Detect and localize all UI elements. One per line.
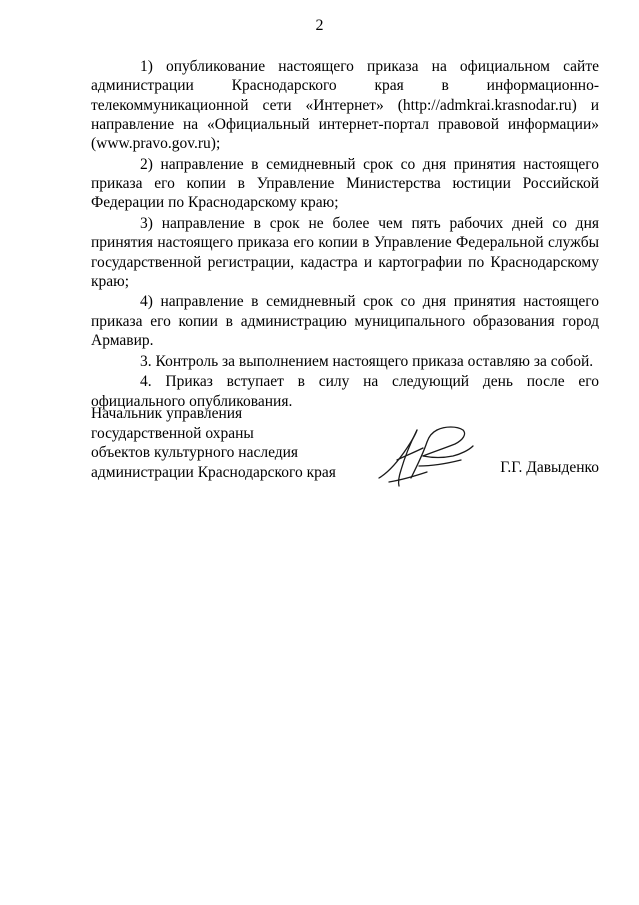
paragraph-control: 3. Контроль за выполнением настоящего приказа оставляю за собой.	[140, 352, 594, 370]
signer-position-line: Начальник управления	[91, 405, 243, 422]
signer-position-line: государственной охраны	[91, 424, 254, 442]
signer-position-line: объектов культурного наследия	[91, 444, 299, 461]
paragraph-publication: 1) опубликование настоящего приказа на официальном сайте администрации Краснодарского края в информационно-телекоммуникационной сети «Интернет» (http://admkrai.krasnodar.ru) и направление на «Официальный интернет-портал правовой информации» (www.pravo.gov.ru);	[91, 58, 599, 153]
signer-position	[91, 404, 336, 482]
signature-block	[91, 404, 599, 484]
handwritten-signature	[371, 420, 481, 490]
paragraph-effective-date: 4. Приказ вступает в силу на следующий день после его официального опубликования.	[91, 373, 599, 410]
signer-name: Г.Г. Давыденко	[500, 459, 599, 476]
paragraph-armavir: 4) направление в семидневный срок со дня принятия настоящего приказа его копии в администрацию муниципального образования город Армавир.	[91, 293, 599, 350]
document-body	[91, 57, 599, 412]
paragraph-ministry-justice: 2) направление в семидневный срок со дня принятия настоящего приказа его копии в Управление Министерства юстиции Российской Федерации по Краснодарскому краю;	[91, 155, 599, 212]
signer-position-line: администрации Краснодарского края	[91, 463, 336, 481]
paragraph-rosreestr: 3) направление в срок не более чем пять рабочих дней со дня принятия настоящего приказа его копии в Управление Федеральной службы государственной регистрации, кадастра и картографии по Краснодарскому краю;	[91, 214, 599, 290]
page-number: 2	[315, 17, 324, 34]
